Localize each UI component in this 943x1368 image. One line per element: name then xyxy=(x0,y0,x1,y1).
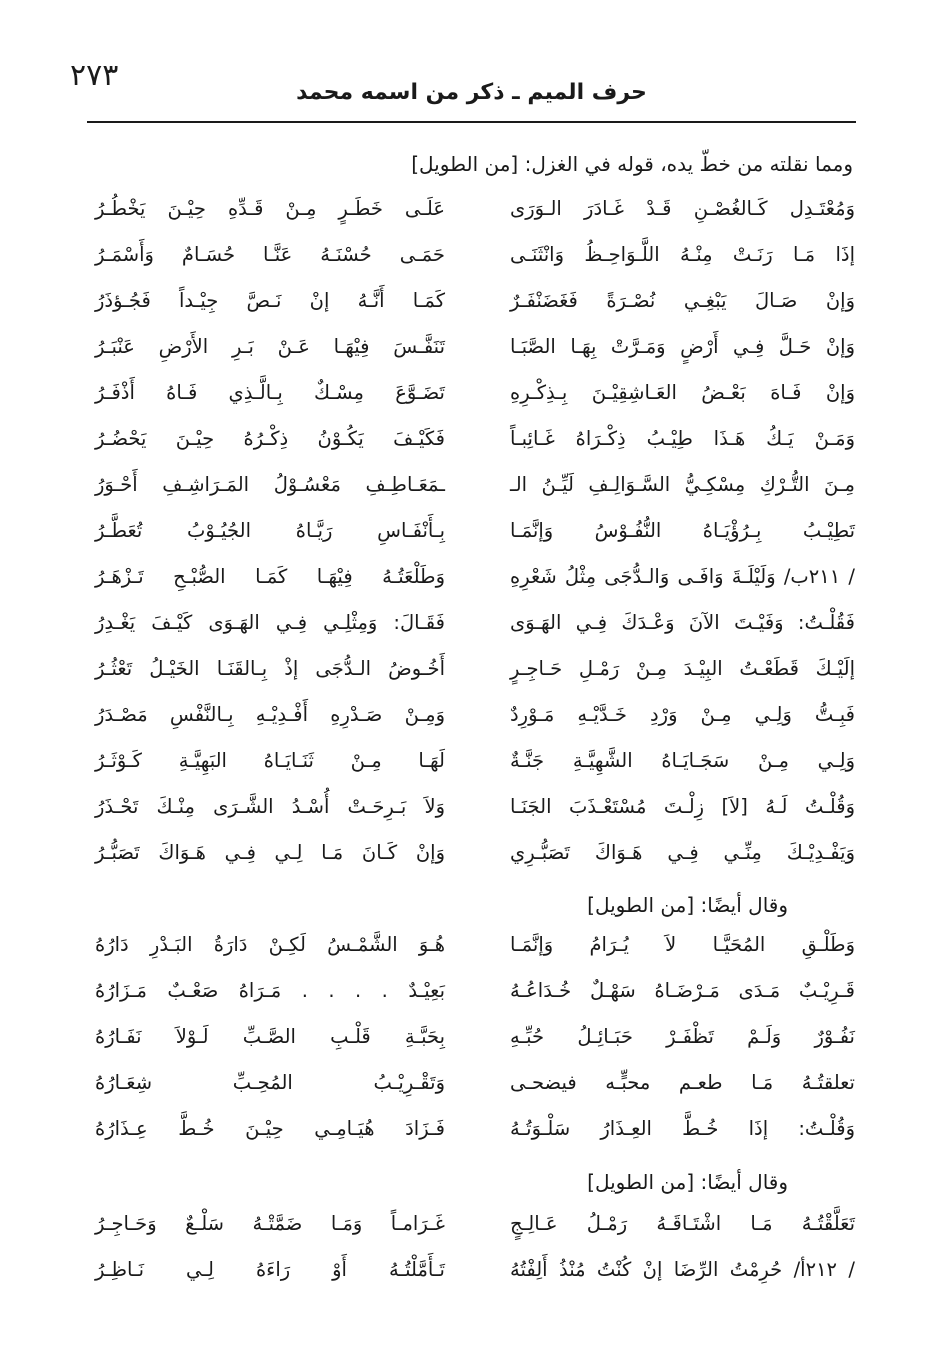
verse-first-hemistich: وَيَفْـدِيْـكَ مِنِّـي فِـي هَـوَاكَ تَصَبُّـرِي xyxy=(510,841,855,864)
verse-first-hemistich: وَإنْ صَـالَ يَبْغِـي نُصْـرَةً فَغَضَنْفَـرٌ xyxy=(510,289,855,312)
verse-second-hemistich: لَهَـا مِـنْ ثَنَـايَـاهُ البَهِيَّـةِ كَـوْثَـرُ xyxy=(95,749,445,772)
verse-second-hemistich: عَلَـى خَطَـرٍ مِـنْ قَـدِّهِ حِيْـنَ يَخْطُـرُ xyxy=(95,197,445,220)
verse-second-hemistich: فَكَيْـفَ يَكُـوْنُ ذِكْـرُهُ حِيْـنَ يَحْضُـرُ xyxy=(95,427,445,450)
verse-first-hemistich: وَمَـنْ يَـكُ هَـذَا طِيْـبُ ذِكْـرَاهُ غَـائِبـاً xyxy=(510,427,855,450)
verse-first-hemistich: مِـنَ التُّـرْكِ مِسْكِـيُّ السَّـوَالِـفِ لَيِّـنُ الـ xyxy=(510,473,855,496)
verse-first-hemistich: / ٢١١ب/ وَلَيْلَـةَ وَافَـى وَالـدُّجَى مِثْلُ شَعْرِهِ xyxy=(510,565,855,588)
verse-second-hemistich: بَعِيْـدٌ . . . . مَـرَاهُ صَعْـبٌ مَـزَارُهُ xyxy=(95,979,445,1002)
section-intro: وقال أيضًا: [من الطويل] xyxy=(587,893,788,917)
verse-second-hemistich: وَطَلْعَتُـهُ فِيْهَـا كَمَـا الصُّبْـحِ تَـزْهَـرُ xyxy=(95,565,445,588)
verse-second-hemistich: تَـأَمَّلْتُـهُ أَوْ رَاءَهُ لِـي نَـاظِـرُ xyxy=(95,1258,445,1281)
verse-second-hemistich: وَإنْ كَـانَ مَـا لِـي فِـي هَـوَاكَ تَصَبُّـرُ xyxy=(95,841,445,864)
verse-second-hemistich: غَـرَامـاً وَمَـا ضَمَّتْـهُ سَلْـعٌ وَحَـاجِـرُ xyxy=(95,1212,445,1235)
header-rule xyxy=(87,121,856,123)
verse-second-hemistich: حَمَـى حُسْنَـهُ عَنَّـا حُسَـامٌ وَأَسْمَـرُ xyxy=(95,243,445,266)
verse-second-hemistich: هُـوَ الشَّمْـسُ لَكِـنْ دَارَةُ البَـدْرِ دَارُهُ xyxy=(95,933,445,956)
verse-first-hemistich: وَلِـي مِـنْ سَجَـايَـاهُ الشَّهِيَّـةِ جَنَّـةٌ xyxy=(510,749,855,772)
verse-first-hemistich: فَبِـتُّ وَلِـي مِـنْ وَرْدِ خَـدَّيْـهِ مَـوْرِدٌ xyxy=(510,703,855,726)
verse-first-hemistich: تعلقتُـهُ مَـا طعـم محبٍّـه فيضحـى xyxy=(510,1071,855,1094)
verse-second-hemistich: بِـأَنْفَـاسِ رَيَّـاهُ الجُيُـوْبُ تُعَطَّـرُ xyxy=(95,519,445,542)
verse-first-hemistich: تَعَلَّقْتُـهُ مَـا اشْتَـاقَـهُ رَمْـلُ عَـالِـجٍ xyxy=(510,1212,855,1235)
verse-second-hemistich: وَلاَ بَـرِحَـتْ أُسْـدُ الشَّـرَى مِنْـكَ تَحْـذَرُ xyxy=(95,795,445,818)
verse-second-hemistich: ـمَعَـاطِـفِ مَعْسُـوْلُ المَـرَاشِـفِ أَحْـوَرُ xyxy=(95,473,445,496)
verse-second-hemistich: تَضَـوَّعَ مِسْـكٌ بِـالَّـذِي فَـاهُ أَذْفَـرُ xyxy=(95,381,445,404)
page-number: ٢٧٣ xyxy=(70,58,119,93)
verse-first-hemistich: فَقُلْـتُ: وَفَيْـتَ الآنَ وَعْـدَكَ فِـي الهَـوَى xyxy=(510,611,855,634)
verse-first-hemistich: إذَا مَـا رَنَـتْ مِنْـهُ اللَّـوَاحِـظُ وَانْثَنَـى xyxy=(510,243,855,266)
verse-first-hemistich: وَإنْ حَـلَّ فِـي أَرْضٍ وَمَـرَّتْ بِهَـا الصَّبَـا xyxy=(510,335,855,358)
section-intro: وقال أيضًا: [من الطويل] xyxy=(587,1170,788,1194)
verse-second-hemistich: وَمِـنْ صَـدْرِهِ أَفْـدِيْـهِ بِـالنَّفْسِ مَصْـدَرُ xyxy=(95,703,445,726)
verse-second-hemistich: أَخُـوضُ الـدُّجَى إذْ بِـالقَنَـا الخَيْـلُ تَعْثُـرُ xyxy=(95,657,445,680)
verse-second-hemistich: فَـزَادَ هُيَـامِـي حِيْـنَ خُـطَّ عِـذَارُهُ xyxy=(95,1117,445,1140)
verse-first-hemistich: إلَيْـكَ قَطَعْـتُ البِيْـدَ مِـنْ رَمْـلِ حَـاجِـرٍ xyxy=(510,657,855,680)
verse-second-hemistich: تَنَفَّـسَ فِيْهَـا عَـنْ بَـرِ الأَرْضِ عَنْبَـرُ xyxy=(95,335,445,358)
running-title: حرف الميم ـ ذكر من اسمه محمد xyxy=(296,80,647,105)
section-intro: ومما نقلته من خطّ يده، قوله في الغزل: [من الطويل] xyxy=(411,152,853,176)
verse-first-hemistich: قَـرِيْـبٌ مَـدَى مَـرْضَـاهُ سَهْـلٌ خُـدَاعُـهُ xyxy=(510,979,855,1002)
verse-first-hemistich: وَمُعْتَـدِل كَـالغُصْـنِ قَـدْ غَـادَرَ الـوَرَى xyxy=(510,197,855,220)
verse-first-hemistich: وَقُلْـتُ لَـهُ [لاَ] زِلْـتَ مُسْتَعْـذَبَ الجَنَـا xyxy=(510,795,855,818)
verse-first-hemistich: وَإنْ فَـاهَ بَعْـضُ العَـاشِقِيْـنَ بِـذِكْـرِهِ xyxy=(510,381,855,404)
verse-first-hemistich: تَطِيْـبُ بِـرُؤْيَـاهُ النُّفُـوْسُ وَإنَّمَـا xyxy=(510,519,855,542)
verse-second-hemistich: كَمَـا أَنَّـهُ إنْ نَـصَّ جِيْـداً فَجُـؤذَرُ xyxy=(95,289,445,312)
verse-second-hemistich: بِحَبَّـةِ قَلْـبِ الصَّـبِّ لَـوْلاَ نَفَـارُهُ xyxy=(95,1025,445,1048)
verse-first-hemistich: نَفُـوْرٌ وَلَـمْ تَظْفَـرْ حَبَـائِـلُ حُبِّـهِ xyxy=(510,1025,855,1048)
verse-first-hemistich: / ٢١٢أ/ حُرِمْتُ الرِّضَا إنْ كُنْتُ مُنْذُ أَلِفْتُهُ xyxy=(510,1258,855,1281)
verse-second-hemistich: وَتَقْـرِيْـبُ المُحِـبِّ شِعَـارُهُ xyxy=(95,1071,445,1094)
verse-first-hemistich: وَطَلْـقِ المُحَيَّـا لاَ يُـرَامُ وَإنَّمَـا xyxy=(510,933,855,956)
verse-first-hemistich: وَقُلْـتُ: إذَا خُـطَّ العِـذَارُ سَلْـوَتُـهُ xyxy=(510,1117,855,1140)
verse-second-hemistich: فَقَـالَ: وَمِثْلِـي فِـي الهَـوَى كَيْـفَ يَغْـدِرُ xyxy=(95,611,445,634)
